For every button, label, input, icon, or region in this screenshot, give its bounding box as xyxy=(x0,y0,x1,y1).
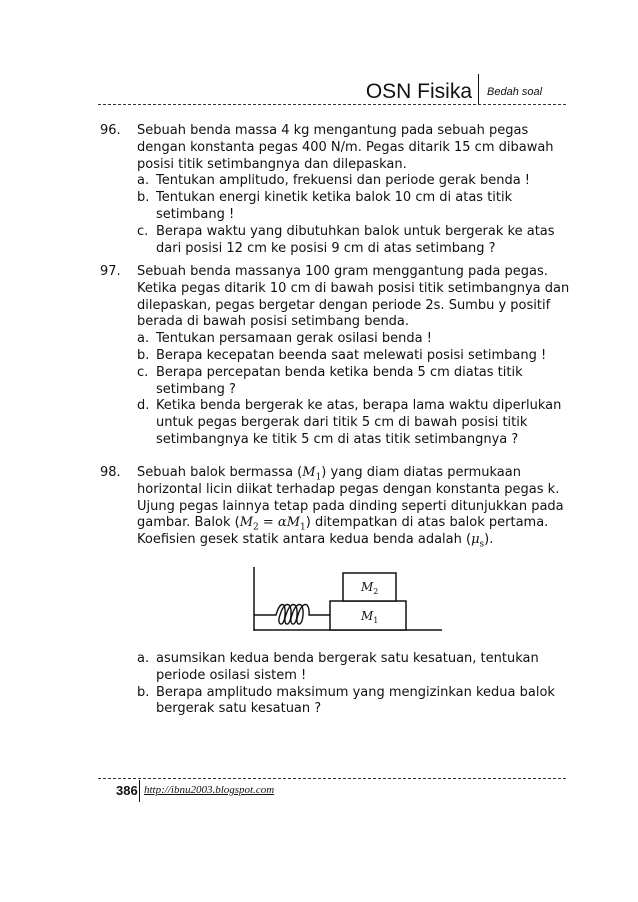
footer-divider xyxy=(139,780,140,802)
mass-m1-symbol: $M_1$ xyxy=(302,465,322,483)
option-a xyxy=(137,173,570,190)
question-98 xyxy=(100,465,570,549)
header-subtitle: Bedah soal xyxy=(487,86,543,98)
question-96 xyxy=(100,123,570,257)
option-text: Berapa waktu yang dibutuhkan balok untuk bergerak ke atas dari posisi 12 cm ke posisi 9 cm di atas setimbang ? xyxy=(156,223,555,256)
option-c xyxy=(137,224,570,258)
mass-m2-equation: $M_2 = \alpha M_1$ xyxy=(239,515,306,533)
option-letter: c. xyxy=(137,364,149,380)
question-text: Sebuah balok bermassa $(M_1)$ yang diam diatas permukaan horizontal licin diikat terhadap pegas dengan konstanta pegas k. Ujung pegas lainnya tetap pada dinding seperti ditunjukkan pada gambar. Balok $(M_2 = \alpha M_1)$ ditempatkan di atas balok pertama. Koefisien gesek statik antara kedua benda adalah $(\mu_s)$. xyxy=(137,465,564,550)
option-text: asumsikan kedua benda bergerak satu kesatuan, tentukan periode osilasi sistem ! xyxy=(156,651,539,683)
option-letter: a. xyxy=(137,173,150,189)
option-text: Tentukan amplitudo, frekuensi dan periode gerak benda ! xyxy=(156,173,531,189)
option-d xyxy=(137,398,570,448)
option-letter: a. xyxy=(137,651,150,666)
option-a xyxy=(137,331,570,348)
block-m2-label: $M_2$ xyxy=(361,580,379,596)
option-letter: c. xyxy=(137,223,149,239)
header-title: OSN Fisika xyxy=(365,80,472,103)
option-letter: b. xyxy=(137,684,150,700)
option-b xyxy=(137,190,570,224)
question-number: 96. xyxy=(100,123,121,138)
block-m1-label: $M_1$ xyxy=(361,609,379,625)
question-text: Sebuah benda massanya 100 gram menggantung pada pegas. Ketika pegas ditarik 10 cm di bawah posisi titik setimbangnya dan dilepaskan, pegas bergetar dengan periode 2s. Sumbu y positif berada di bawah posisi setimbang benda. xyxy=(137,264,570,330)
header-divider xyxy=(478,74,479,104)
question-number: 98. xyxy=(100,465,121,480)
option-text: Berapa amplitudo maksimum yang mengizinkan kedua balok bergerak satu kesatuan ? xyxy=(156,684,555,717)
option-text: Tentukan energi kinetik ketika balok 10 cm di atas titik setimbang ! xyxy=(156,190,513,222)
option-text: Ketika benda bergerak ke atas, berapa lama waktu diperlukan untuk pegas bergerak dari titik 5 cm di bawah posisi titik setimbangnya ke titik 5 cm di atas titik setimbangnya ? xyxy=(156,398,562,447)
header-rule xyxy=(98,104,566,105)
option-c xyxy=(137,365,570,399)
spring-block-diagram xyxy=(252,565,444,635)
option-letter: d. xyxy=(137,398,150,414)
option-text: Tentukan persamaan gerak osilasi benda ! xyxy=(156,331,432,347)
option-a xyxy=(137,651,570,685)
option-letter: b. xyxy=(137,190,150,206)
option-letter: a. xyxy=(137,331,150,347)
question-98-options xyxy=(100,651,570,718)
question-97 xyxy=(100,264,570,449)
option-text: Berapa percepatan benda ketika benda 5 cm diatas titik setimbang ? xyxy=(156,364,523,397)
option-letter: b. xyxy=(137,347,150,363)
page-header xyxy=(0,0,638,110)
footer-link[interactable]: http://ibnu2003.blogspot.com xyxy=(144,784,275,796)
option-b xyxy=(137,348,570,365)
question-number: 97. xyxy=(100,264,121,279)
option-b xyxy=(137,685,570,719)
friction-coefficient-symbol: $\mu_s$ xyxy=(471,532,485,550)
page-number: 386 xyxy=(116,783,138,798)
footer-rule xyxy=(98,778,566,779)
option-text: Berapa kecepatan beenda saat melewati posisi setimbang ! xyxy=(156,347,547,363)
question-text: Sebuah benda massa 4 kg mengantung pada sebuah pegas dengan konstanta pegas 400 N/m. Pegas ditarik 15 cm dibawah posisi titik setimbangnya dan dilepaskan. xyxy=(137,123,554,172)
spring xyxy=(254,605,330,625)
